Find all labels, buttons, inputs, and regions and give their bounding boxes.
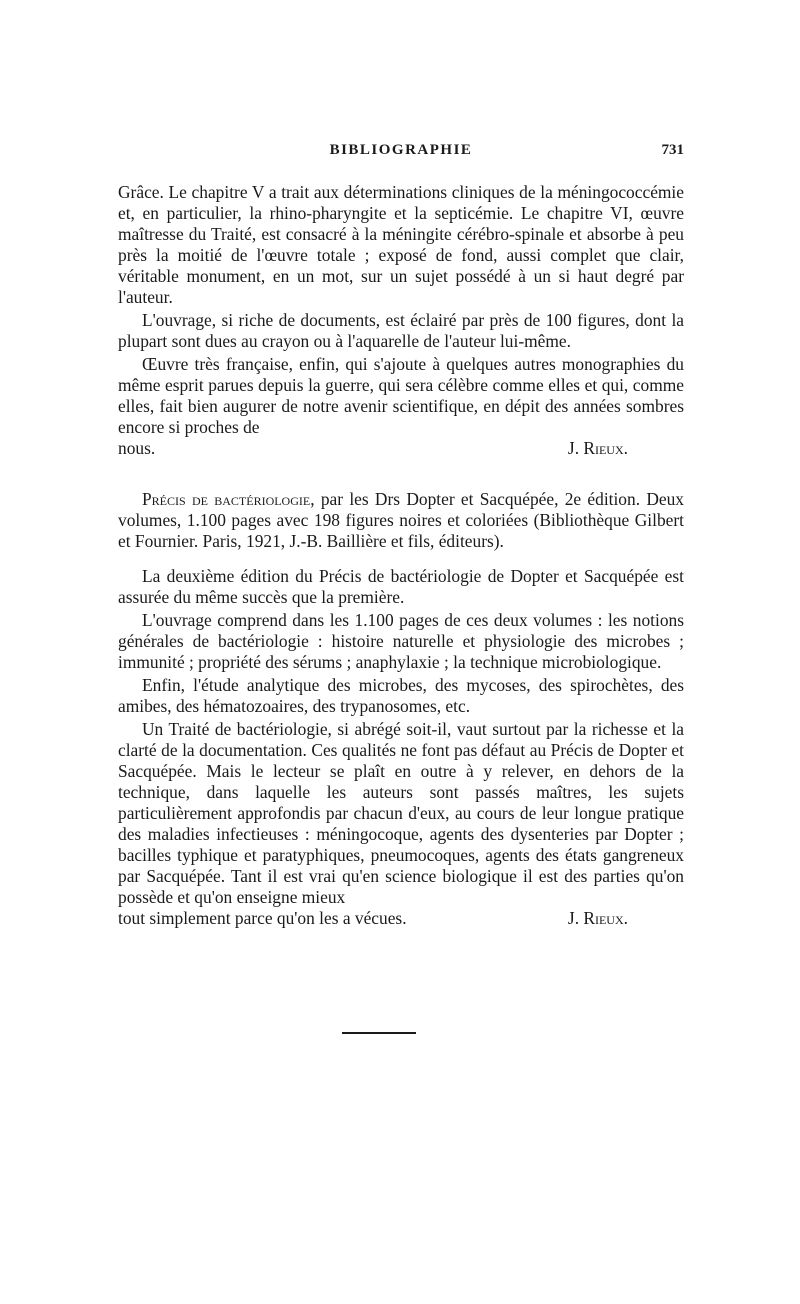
- running-head: [118, 142, 684, 168]
- review2-heading: [118, 489, 684, 552]
- section-gap: [118, 459, 684, 489]
- review1-signature-line: [118, 438, 684, 459]
- review1-paragraph-1: Grâce. Le chapitre V a trait aux déterminations cliniques de la méningococcémie et, en particulier, la rhino-pharyngite et la septicémie. Le chapitre VI, œuvre maîtresse du Traité, est consacré à la méningite cérébro-spinale et absorbe à peu près la moitié de l'œuvre totale ; exposé de fond, aussi complet que clair, véritable monument, en un mot, sur un sujet possédé à un si haut degré par l'auteur.: [118, 182, 684, 307]
- review-meningococcie: [118, 182, 684, 459]
- review1-paragraph-2: L'ouvrage, si riche de documents, est éclairé par près de 100 figures, dont la plupart sont dues au crayon ou à l'aquarelle de l'auteur lui-même.: [118, 310, 684, 351]
- review2-paragraph-1: La deuxième édition du Précis de bactériologie de Dopter et Sacquépée est assurée du même succès que la première.: [118, 566, 684, 607]
- review-precis-bacteriologie: [118, 489, 684, 929]
- review2-paragraph-2: L'ouvrage comprend dans les 1.100 pages de ces deux volumes : les notions générales de bactériologie : histoire naturelle et physiologie des microbes ; immunité ; propriété des sérums ; anaphylaxie ; la technique microbiologique.: [118, 610, 684, 672]
- review2-signature-line: [118, 908, 684, 929]
- closing-rule: [342, 1032, 416, 1034]
- review2-book-details: par les Drs Dopter et Sacquépée, 2e édition. Deux volumes, 1.100 pages avec 198 figures noires et coloriées (Bibliothèque Gilbert et Fournier. Paris, 1921, J.-B. Baillière et fils, éditeurs).: [118, 489, 684, 551]
- review1-paragraph-3: Œuvre très française, enfin, qui s'ajoute à quelques autres monographies du même esprit parues depuis la guerre, qui sera célèbre comme elles et qui, comme elles, fait bien augurer de notre avenir scientifique, en dépit des années sombres encore si proches de: [118, 354, 684, 437]
- review2-book-title: Précis de bactériologie,: [142, 489, 315, 509]
- review2-paragraph-4: Un Traité de bactériologie, si abrégé soit-il, vaut surtout par la richesse et la clarté de la documentation. Ces qualités ne font pas défaut au Précis de Dopter et Sacquépée. Mais le lecteur se plaît en outre à y relever, en dehors de la technique, dans laquelle les auteurs sont passés maîtres, les sujets particulièrement approfondis par chacun d'eux, au cours de leur longue pratique des maladies infectieuses : méningocoque, agents des dysenteries par Dopter ; bacilles typhique et paratyphiques, pneumocoques, agents des états gangreneux par Sacquépée. Tant il est vrai qu'en science biologique il est des parties qu'on possède et qu'on enseigne mieux: [118, 719, 684, 907]
- review2-paragraph-3: Enfin, l'étude analytique des microbes, des mycoses, des spirochètes, des amibes, des hématozoaires, des trypanosomes, etc.: [118, 675, 684, 716]
- review2-paragraph-4-end: tout simplement parce qu'on les a vécues.: [118, 908, 407, 928]
- running-title: BIBLIOGRAPHIE: [329, 142, 473, 158]
- review1-paragraph-3-end: nous.: [118, 438, 156, 458]
- page: [118, 142, 684, 929]
- review1-signature: J. Rieux.: [567, 438, 628, 458]
- review2-signature: J. Rieux.: [567, 908, 628, 928]
- page-number: 731: [661, 142, 684, 158]
